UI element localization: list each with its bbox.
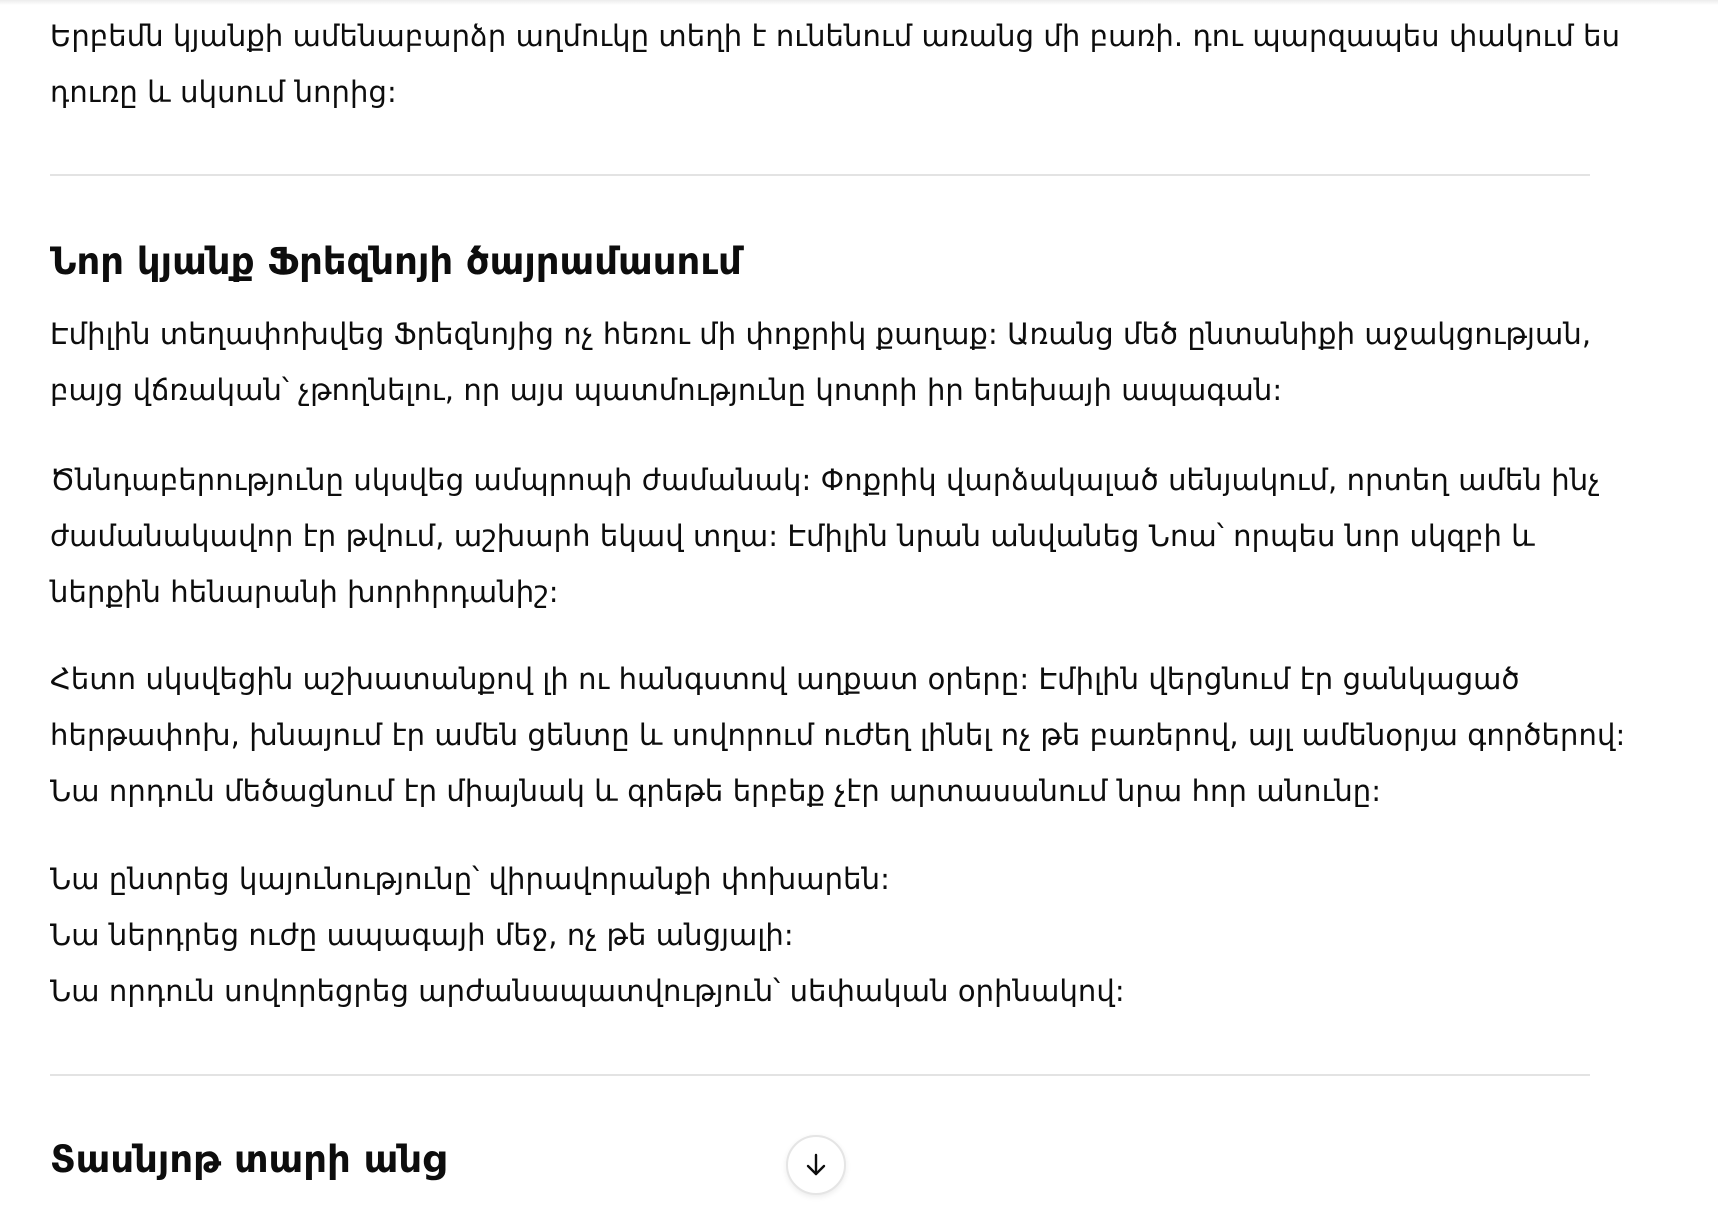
arrow-down-icon: [802, 1151, 830, 1179]
paragraph-line: Նա ներդրեց ուժը ապագայի մեջ, ոչ թե անցյալի:: [50, 918, 794, 952]
paragraph: [50, 651, 1625, 819]
scroll-to-bottom-button[interactable]: [786, 1135, 846, 1195]
paragraph-line: հերթափոխ, խնայում էր ամեն ցենտը և սովորում ուժեղ լինել ոչ թե բառերով, այլ ամենօրյա գործերով:: [50, 718, 1626, 752]
paragraph-line: Նա որդուն մեծացնում էր միայնակ և գրեթե երբեք չէր արտասանում նրա հոր անունը:: [50, 774, 1382, 808]
paragraph-line: Երբեմն կյանքի ամենաբարձր աղմուկը տեղի է ունենում առանց մի բառի. դու պարզապես փակում ես: [50, 19, 1621, 53]
paragraph-line: Ծննդաբերությունը սկսվեց ամպրոպի ժամանակ: Փոքրիկ վարձակալած սենյակում, որտեղ ամեն ինչ: [50, 463, 1601, 497]
paragraph-line: Նա ընտրեց կայունությունը՝ վիրավորանքի փոխարեն:: [50, 862, 890, 896]
paragraph-line: Էմիլին տեղափոխվեց Ֆրեզնոյից ոչ հեռու մի փոքրիկ քաղաք: Առանց մեծ ընտանիքի աջակցության,: [50, 317, 1592, 351]
paragraph-line: ժամանակավոր էր թվում, աշխարհ եկավ տղա: Էմիլին նրան անվանեց Նոա՝ որպես նոր սկզբի և: [50, 519, 1535, 553]
paragraph: [50, 851, 1125, 1019]
paragraph-line: բայց վճռական՝ չթողնելու, որ այս պատմությունը կոտրի իր երեխայի ապագան:: [50, 373, 1283, 407]
paragraph-line: Նա որդուն սովորեցրեց արժանապատվություն՝ սեփական օրինակով:: [50, 974, 1125, 1008]
intro-paragraph: [50, 8, 1620, 120]
paragraph-line: Հետո սկսվեցին աշխատանքով լի ու հանգստով աղքատ օրերը: Էմիլին վերցնում էր ցանկացած: [50, 662, 1520, 696]
paragraph-line: ներքին հենարանի խորհրդանիշ:: [50, 575, 559, 609]
paragraph-line: դուռը և սկսում նորից:: [50, 75, 397, 109]
section-divider: [50, 174, 1590, 176]
paragraph: [50, 306, 1591, 418]
section-divider: [50, 1074, 1590, 1076]
section-heading: Տասնյոթ տարի անց: [50, 1138, 446, 1181]
section-heading: Նոր կյանք Ֆրեզնոյի ծայրամասում: [50, 240, 742, 283]
paragraph: [50, 452, 1600, 620]
top-edge-shadow: [0, 0, 1718, 5]
